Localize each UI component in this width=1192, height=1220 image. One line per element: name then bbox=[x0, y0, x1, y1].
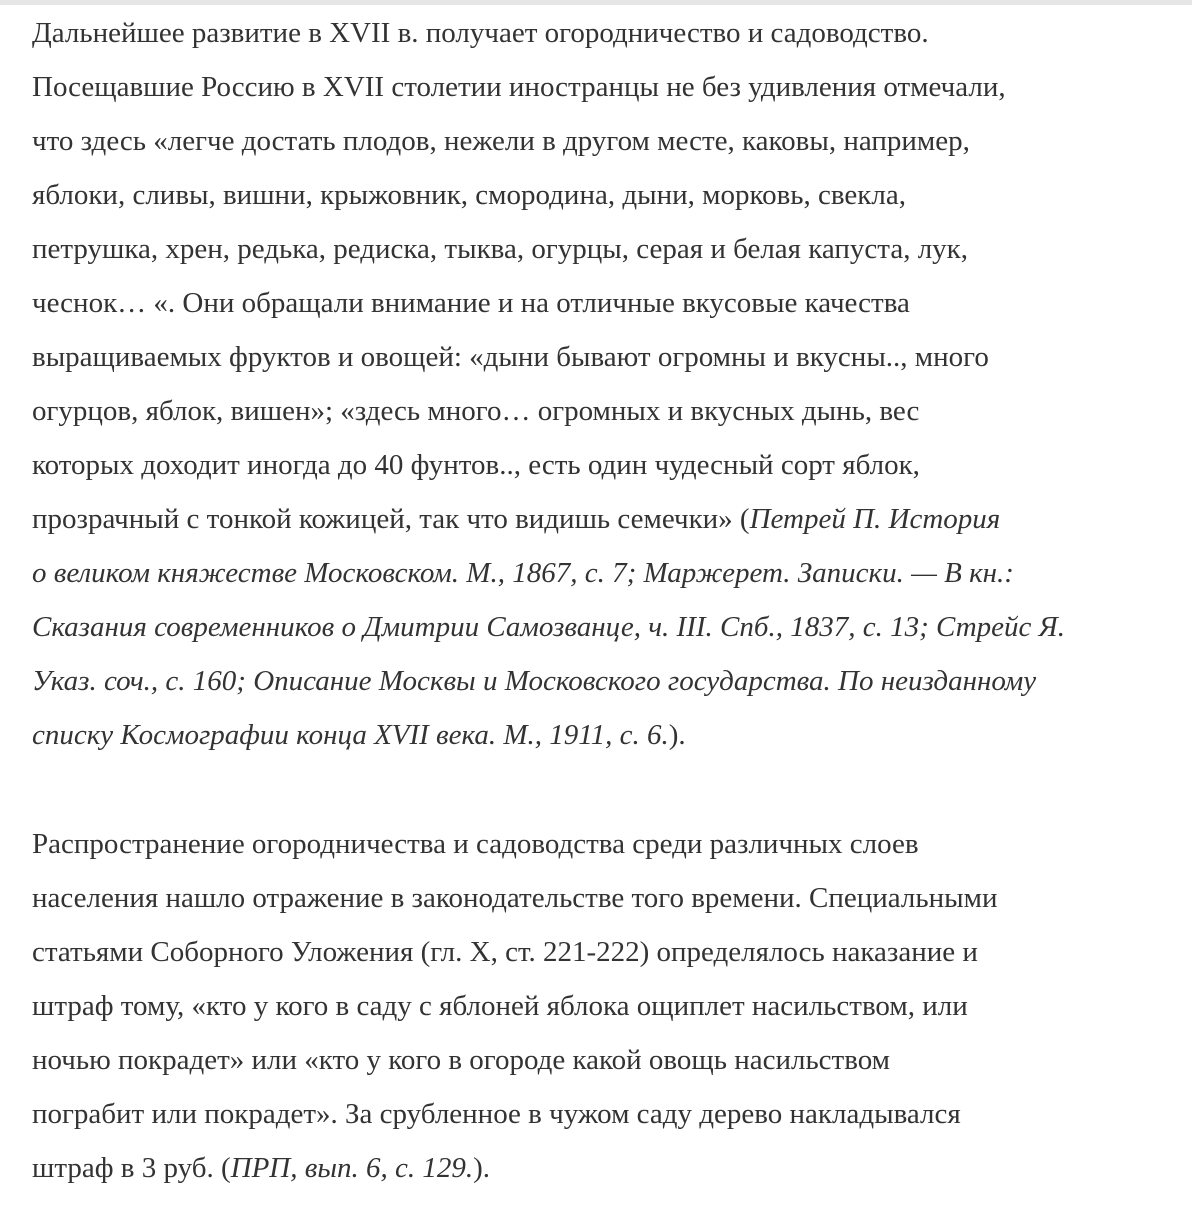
body-text: яблоки, сливы, вишни, крыжовник, смородина, дыни, морковь, свекла, bbox=[32, 179, 906, 211]
text-line bbox=[32, 546, 1065, 600]
text-line bbox=[32, 925, 1065, 979]
citation-text: Петрей П. История bbox=[749, 503, 1001, 535]
citation-text: списку Космографии конца XVII века. М., 1911, с. 6. bbox=[32, 719, 669, 751]
body-text: чеснок… «. Они обращали внимание и на отличные вкусовые качества bbox=[32, 287, 910, 319]
text-line bbox=[32, 330, 1065, 384]
text-line bbox=[32, 1033, 1065, 1087]
body-text: ). bbox=[668, 719, 686, 751]
paragraph-spacer bbox=[32, 762, 1065, 817]
body-text: Распространение огородничества и садоводства среди различных слоев bbox=[32, 828, 919, 860]
text-line bbox=[32, 654, 1065, 708]
text-line bbox=[32, 871, 1065, 925]
text-line bbox=[32, 114, 1065, 168]
text-line bbox=[32, 276, 1065, 330]
citation-text: о великом княжестве Московском. М., 1867, с. 7; Маржерет. Записки. — В кн.: bbox=[32, 557, 1014, 589]
body-text: пограбит или покрадет». За срубленное в чужом саду дерево накладывался bbox=[32, 1098, 961, 1130]
body-text: ночью покрадет» или «кто у кого в огороде какой овощь насильством bbox=[32, 1044, 891, 1076]
text-line bbox=[32, 817, 1065, 871]
citation-text: Указ. соч., с. 160; Описание Москвы и Московского государства. По неизданному bbox=[32, 665, 1037, 697]
citation-text: Сказания современников о Дмитрии Самозванце, ч. III. Спб., 1837, с. 13; Стрейс Я. bbox=[32, 611, 1065, 643]
body-text: петрушка, хрен, редька, редиска, тыква, огурцы, серая и белая капуста, лук, bbox=[32, 233, 969, 265]
paragraph bbox=[32, 817, 1065, 1195]
body-text: которых доходит иногда до 40 фунтов.., есть один чудесный сорт яблок, bbox=[32, 449, 920, 481]
text-line bbox=[32, 6, 1065, 60]
text-line bbox=[32, 708, 1065, 762]
body-text: Посещавшие Россию в XVII столетии иностранцы не без удивления отмечали, bbox=[32, 71, 1006, 103]
body-text: что здесь «легче достать плодов, нежели в другом месте, каковы, например, bbox=[32, 125, 970, 157]
text-line bbox=[32, 600, 1065, 654]
body-text: ). bbox=[473, 1152, 490, 1184]
body-text: штраф тому, «кто у кого в саду с яблоней яблока ощиплет насильством, или bbox=[32, 990, 968, 1022]
body-text: выращиваемых фруктов и овощей: «дыни бывают огромны и вкусны.., много bbox=[32, 341, 989, 373]
body-text: статьями Соборного Уложения (гл. X, ст. 221-222) определялось наказание и bbox=[32, 936, 978, 968]
body-text: прозрачный с тонкой кожицей, так что видишь семечки» ( bbox=[32, 503, 750, 535]
text-line bbox=[32, 979, 1065, 1033]
text-line bbox=[32, 1141, 1065, 1195]
top-edge-bar bbox=[0, 0, 1192, 5]
text-line bbox=[32, 492, 1065, 546]
body-text: штраф в 3 руб. ( bbox=[32, 1152, 231, 1184]
paragraph bbox=[32, 6, 1065, 762]
citation-text: ПРП, вып. 6, с. 129. bbox=[230, 1152, 474, 1184]
text-line bbox=[32, 222, 1065, 276]
document-body bbox=[32, 6, 1065, 1195]
body-text: Дальнейшее развитие в XVII в. получает огородничество и садоводство. bbox=[32, 17, 929, 49]
text-line bbox=[32, 438, 1065, 492]
text-line bbox=[32, 60, 1065, 114]
text-line bbox=[32, 384, 1065, 438]
text-line bbox=[32, 1087, 1065, 1141]
body-text: огурцов, яблок, вишен»; «здесь много… огромных и вкусных дынь, вес bbox=[32, 395, 920, 427]
text-line bbox=[32, 168, 1065, 222]
body-text: населения нашло отражение в законодательстве того времени. Специальными bbox=[32, 882, 998, 914]
